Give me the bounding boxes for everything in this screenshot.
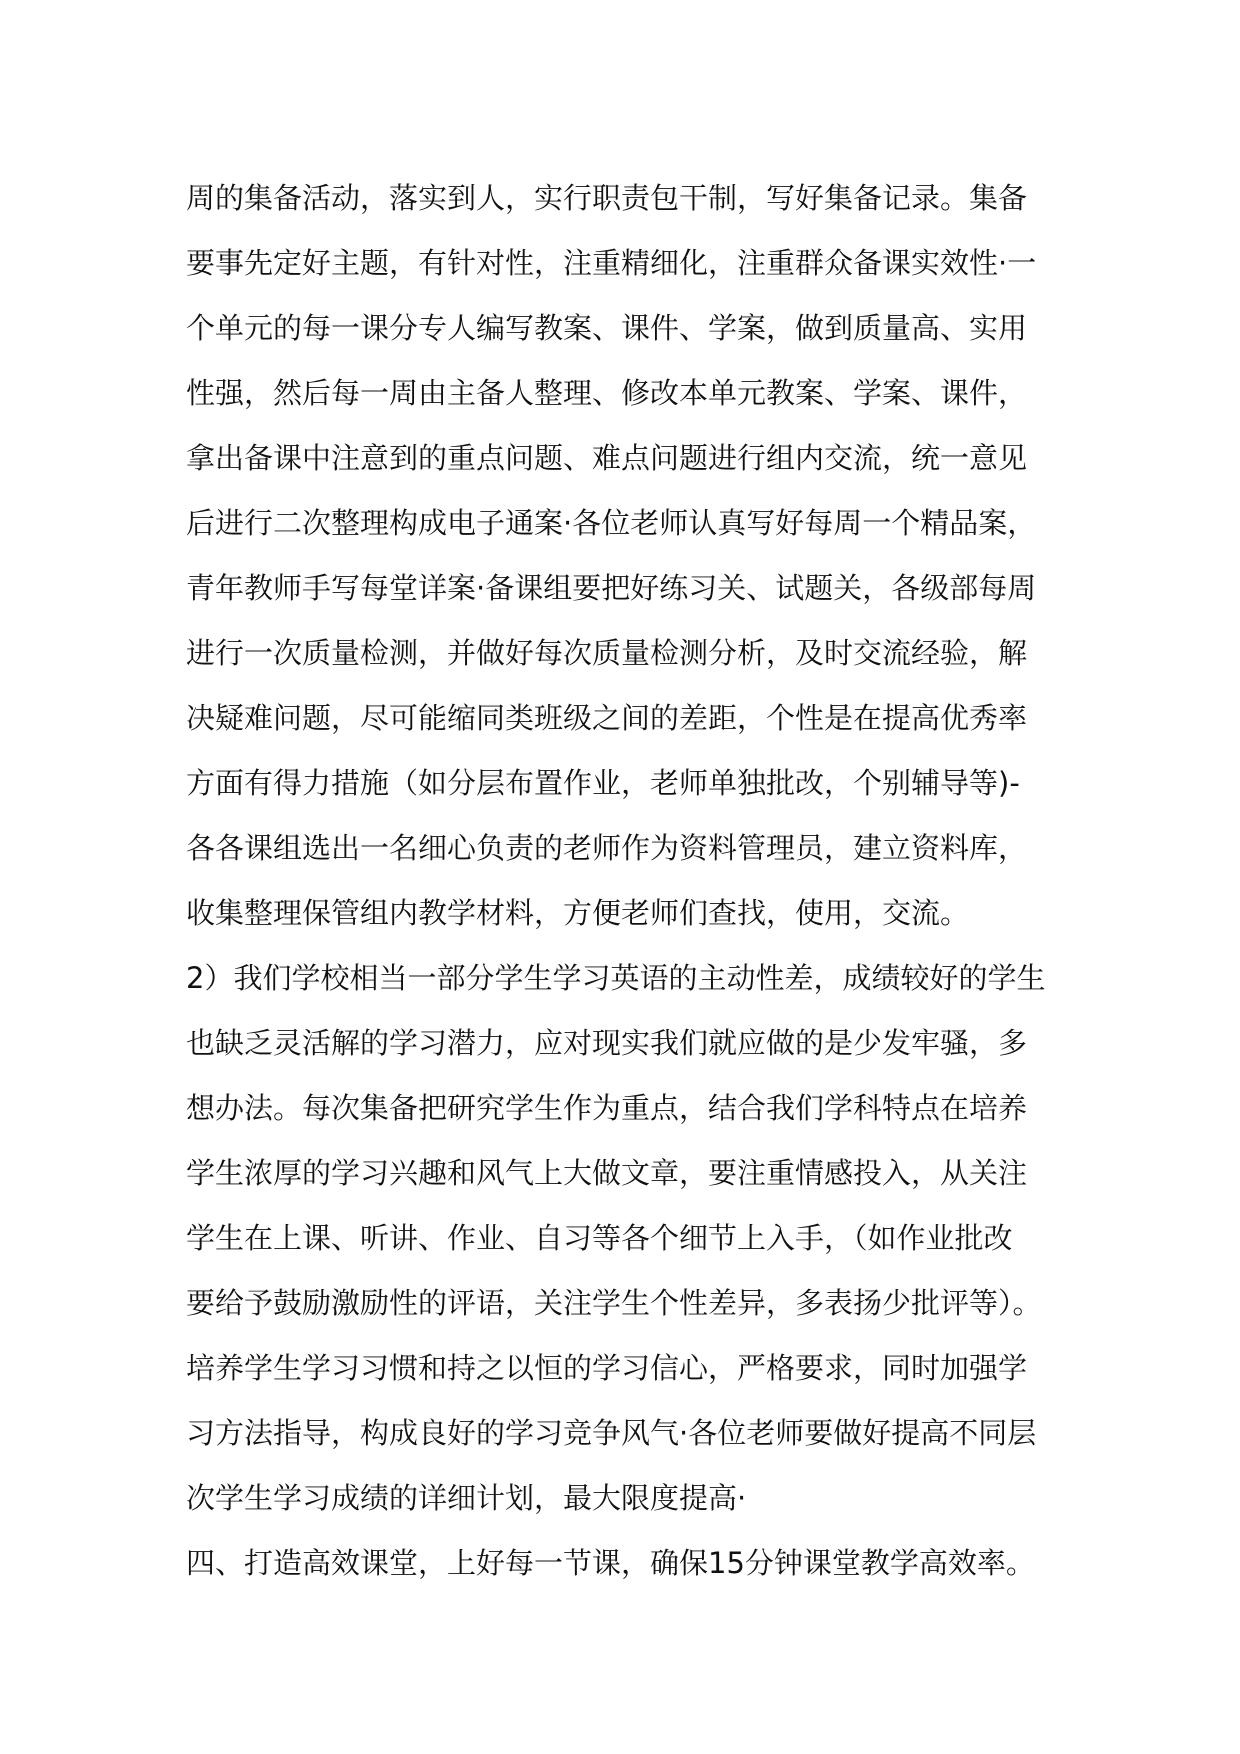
text-line: 习方法指导，构成良好的学习竞争风气·各位老师要做好提高不同层 — [186, 1416, 1037, 1450]
text-line: 四、打造高效课堂，上好每一节课，确保15分钟课堂教学高效率。 — [186, 1546, 1035, 1580]
text-line: 培养学生学习习惯和持之以恒的学习信心，严格要求，同时加强学 — [186, 1351, 1028, 1385]
text-line: 也缺乏灵活解的学习潜力，应对现实我们就应做的是少发牢骚，多 — [186, 1026, 1028, 1060]
text-line: 2）我们学校相当一部分学生学习英语的主动性差，成绩较好的学生 — [186, 961, 1046, 995]
text-line: 后进行二次整理构成电子通案·各位老师认真写好每周一个精品案， — [186, 506, 1037, 540]
text-line: 方面有得力措施（如分层布置作业，老师单独批改，个别辅导等)- — [186, 766, 1020, 800]
text-line: 决疑难问题，尽可能缩同类班级之间的差距，个性是在提高优秀率 — [186, 701, 1028, 735]
text-line: 学生浓厚的学习兴趣和风气上大做文章，要注重情感投入，从关注 — [186, 1156, 1028, 1190]
text-line: 各各课组选出一名细心负责的老师作为资料管理员，建立资料库， — [186, 831, 1028, 865]
text-line: 青年教师手写每堂详案·备课组要把好练习关、试题关，各级部每周 — [186, 571, 1037, 605]
text-line: 进行一次质量检测，并做好每次质量检测分析，及时交流经验，解 — [186, 636, 1028, 670]
text-line: 次学生学习成绩的详细计划，最大限度提高· — [186, 1481, 747, 1515]
text-line: 拿出备课中注意到的重点问题、难点问题进行组内交流，统一意见 — [186, 441, 1028, 475]
text-line: 要事先定好主题，有针对性，注重精细化，注重群众备课实效性·一 — [186, 246, 1037, 280]
text-line: 收集整理保管组内教学材料，方便老师们查找，使用，交流。 — [186, 896, 970, 930]
text-line: 要给予鼓励激励性的评语，关注学生个性差异，多表扬少批评等）。 — [186, 1286, 1042, 1320]
text-line: 个单元的每一课分专人编写教案、课件、学案，做到质量高、实用 — [186, 311, 1028, 345]
text-line: 学生在上课、听讲、作业、自习等各个细节上入手，（如作业批改 — [186, 1221, 1013, 1255]
text-line: 周的集备活动，落实到人，实行职责包干制，写好集备记录。集备 — [186, 181, 1028, 215]
text-line: 想办法。每次集备把研究学生作为重点，结合我们学科特点在培养 — [186, 1091, 1028, 1125]
text-line: 性强，然后每一周由主备人整理、修改本单元教案、学案、课件， — [186, 376, 1028, 410]
body-text — [186, 166, 1066, 1596]
